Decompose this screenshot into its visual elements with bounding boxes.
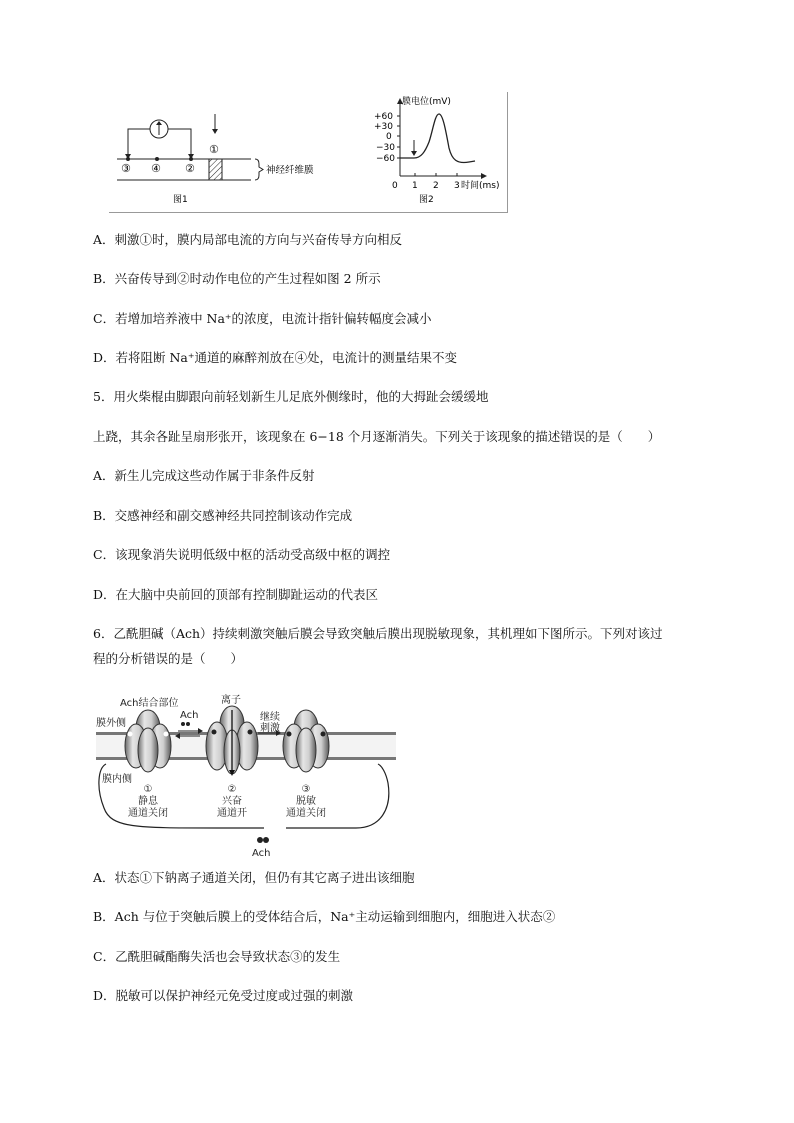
fig1-label-3: ③ (121, 162, 131, 175)
label-inside: 膜内侧 (102, 774, 132, 785)
fig2-xtick-1: 1 (412, 181, 418, 191)
state3-name: 脱敏 (296, 796, 316, 807)
q6-stem-line2: 程的分析错误的是（ ） (93, 651, 244, 666)
membrane-label: 神经纤维膜 (266, 165, 314, 176)
state1-num: ① (143, 784, 153, 795)
fig1-label-1: ① (209, 143, 219, 156)
q4-option-d: D．若将阻断 Na⁺通道的麻醉剂放在④处，电流计的测量结果不变 (93, 350, 457, 365)
fig1-label-2: ② (185, 162, 195, 175)
fig2-xtick-2: 2 (433, 181, 439, 191)
state3-desc: 通道关闭 (286, 808, 326, 819)
receptor-state-3 (283, 710, 329, 772)
hatched-block (209, 159, 222, 180)
label-continue: 继续 (260, 712, 280, 723)
q5-stem-line1: 5．用火柴棍由脚跟向前轻划新生儿足底外侧缘时，他的大拇趾会缓缓地 (93, 389, 489, 404)
fig2-ytick-30: +30 (374, 122, 393, 132)
q4-option-a: A．刺激①时，膜内局部电流的方向与兴奋传导方向相反 (93, 232, 403, 247)
state2-name: 兴奋 (222, 796, 242, 807)
q6-option-c: C．乙酰胆碱酯酶失活也会导致状态③的发生 (93, 949, 341, 964)
receptor-state-2 (206, 706, 258, 776)
q5-option-c: C．该现象消失说明低级中枢的活动受高级中枢的调控 (93, 547, 391, 562)
q6-option-d: D．脱敏可以保护神经元免受过度或过强的刺激 (93, 988, 354, 1003)
q4-option-c: C．若增加培养液中 Na⁺的浓度，电流计指针偏转幅度会减小 (93, 311, 432, 326)
q6-option-a: A．状态①下钠离子通道关闭，但仍有其它离子进出该细胞 (93, 870, 415, 885)
q5-stem-line2: 上跷，其余各趾呈扇形张开，该现象在 6−18 个月逐渐消失。下列关于该现象的描述错误的是（ ） (93, 429, 661, 444)
label-stimulus: 刺激 (260, 723, 280, 734)
fig1-caption: 图1 (173, 195, 188, 205)
action-potential-curve (400, 114, 475, 162)
figure-2-action-potential (374, 95, 499, 205)
label-binding-site: Ach结合部位 (120, 698, 179, 709)
q6-option-b: B．Ach 与位于突触后膜上的受体结合后，Na⁺主动运输到细胞内，细胞进入状态② (93, 909, 556, 924)
ach-molecule (257, 837, 263, 843)
q5-option-a: A．新生儿完成这些动作属于非条件反射 (93, 468, 315, 483)
q4-option-b: B．兴奋传导到②时动作电位的产生过程如图 2 所示 (93, 271, 381, 286)
label-outside: 膜外侧 (96, 718, 126, 729)
fig2-ytick-60: +60 (374, 112, 393, 122)
q6-stem-line1: 6．乙酰胆碱（Ach）持续刺激突触后膜会导致突触后膜出现脱敏现象，其机理如下图所示。下列对该过 (93, 626, 663, 641)
q5-option-d: D．在大脑中央前回的顶部有控制脚趾运动的代表区 (93, 587, 379, 602)
label-ach-bottom: Ach (252, 848, 271, 859)
state3-num: ③ (301, 784, 311, 795)
fig2-ylabel: 膜电位(mV) (402, 97, 451, 107)
fig1-label-4: ④ (151, 162, 161, 175)
fig2-ytick-m60: −60 (376, 154, 395, 164)
state1-name: 静息 (138, 796, 158, 807)
state1-desc: 通道关闭 (128, 808, 168, 819)
fig2-xtick-3: 3 (454, 181, 460, 191)
label-ion: 离子 (221, 695, 241, 706)
figure-3-ach-receptor (96, 688, 396, 863)
fig2-xlabel: 时间(ms) (461, 181, 500, 191)
label-ach-top: Ach (180, 710, 199, 721)
fig2-ytick-0: 0 (386, 132, 392, 142)
q5-option-b: B．交感神经和副交感神经共同控制该动作完成 (93, 508, 353, 523)
fig2-xtick-0: 0 (392, 181, 398, 191)
receptor-state-1 (125, 710, 171, 772)
state2-desc: 通道开 (217, 808, 247, 819)
fig2-caption: 图2 (419, 195, 434, 205)
fig2-ytick-m30: −30 (376, 143, 395, 153)
figure-1-nerve-fiber (109, 92, 509, 214)
state2-num: ② (227, 784, 237, 795)
